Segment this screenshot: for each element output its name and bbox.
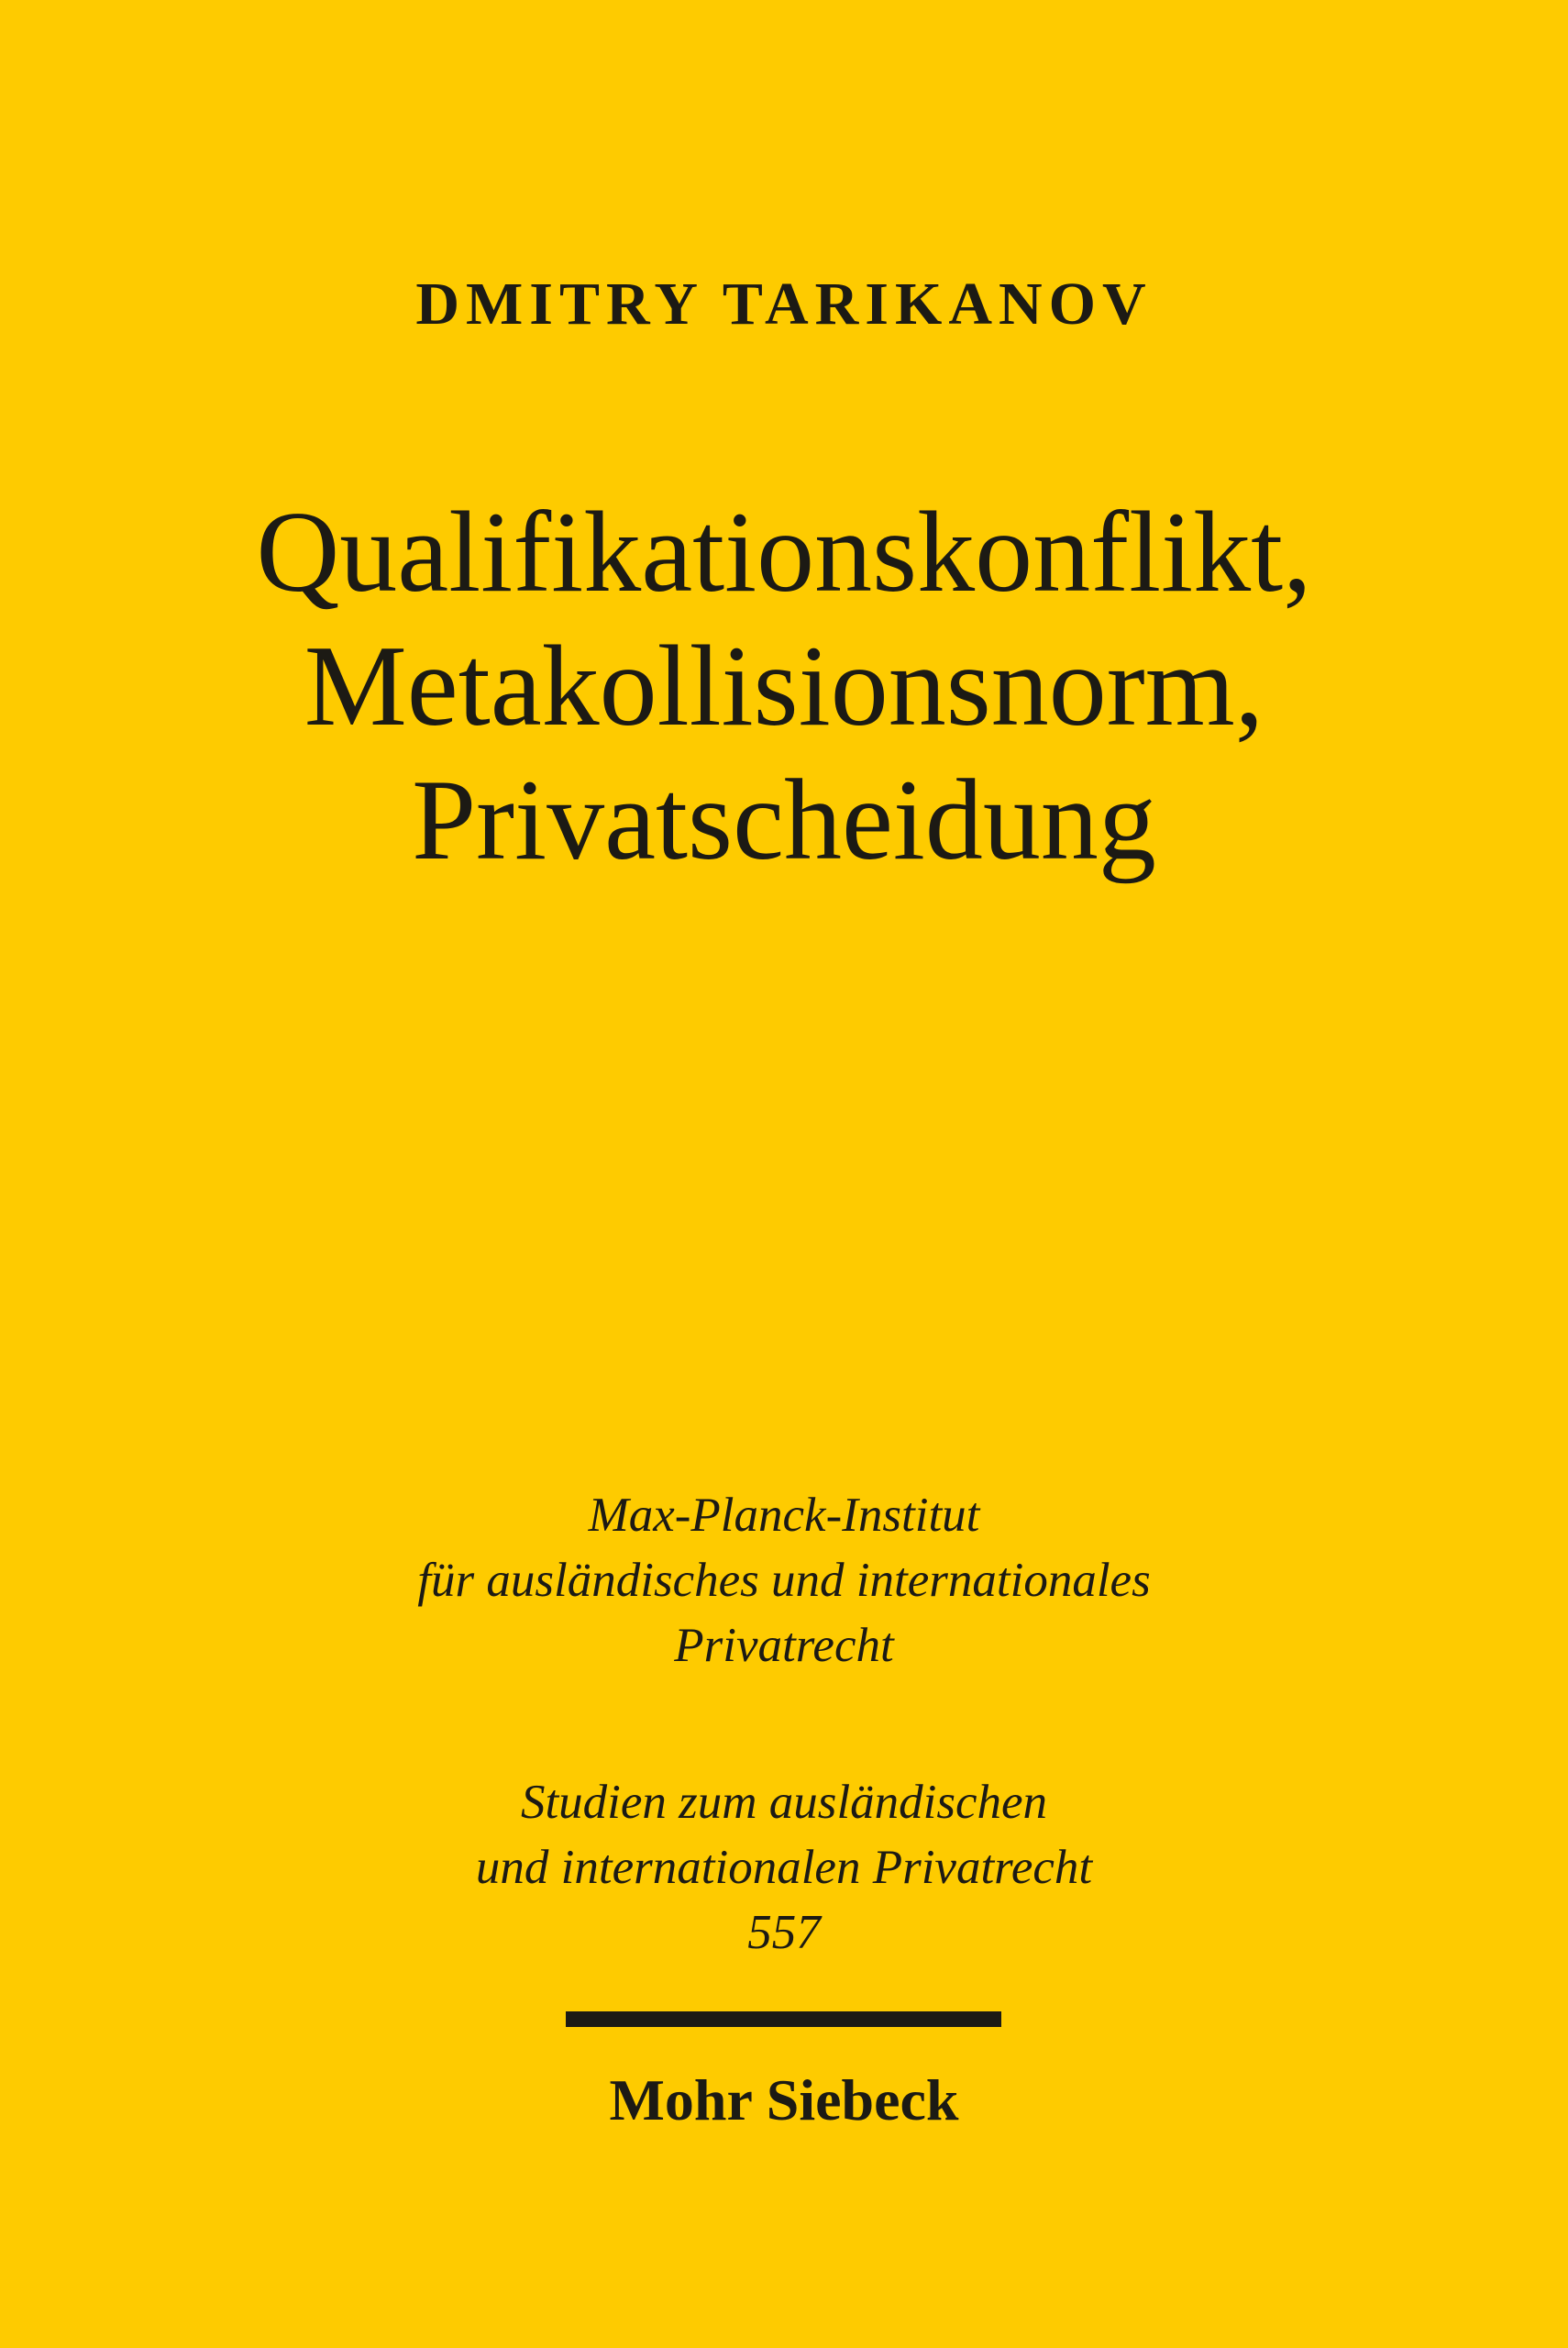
institute-line-1: Max-Planck-Institut	[588, 1489, 980, 1542]
series-name	[0, 1770, 1568, 1966]
author-name: DMITRY TARIKANOV	[415, 271, 1153, 338]
publisher-divider-rule	[566, 2011, 1001, 2027]
title-line-1: Qualifikationskonflikt,	[256, 489, 1312, 616]
institute-line-2: für ausländisches und internationales	[417, 1554, 1151, 1607]
series-number: 557	[747, 1906, 821, 1959]
institute-line-3: Privatrecht	[674, 1619, 894, 1672]
book-title	[0, 486, 1568, 888]
publisher-name: Mohr Siebeck	[609, 2067, 959, 2132]
series-line-1: Studien zum ausländischen	[520, 1776, 1048, 1829]
title-line-2: Metakollisionsnorm,	[304, 623, 1264, 750]
institute-name	[0, 1483, 1568, 1678]
title-line-3: Privatscheidung	[412, 757, 1156, 884]
series-line-2: und internationalen Privatrecht	[475, 1841, 1093, 1894]
